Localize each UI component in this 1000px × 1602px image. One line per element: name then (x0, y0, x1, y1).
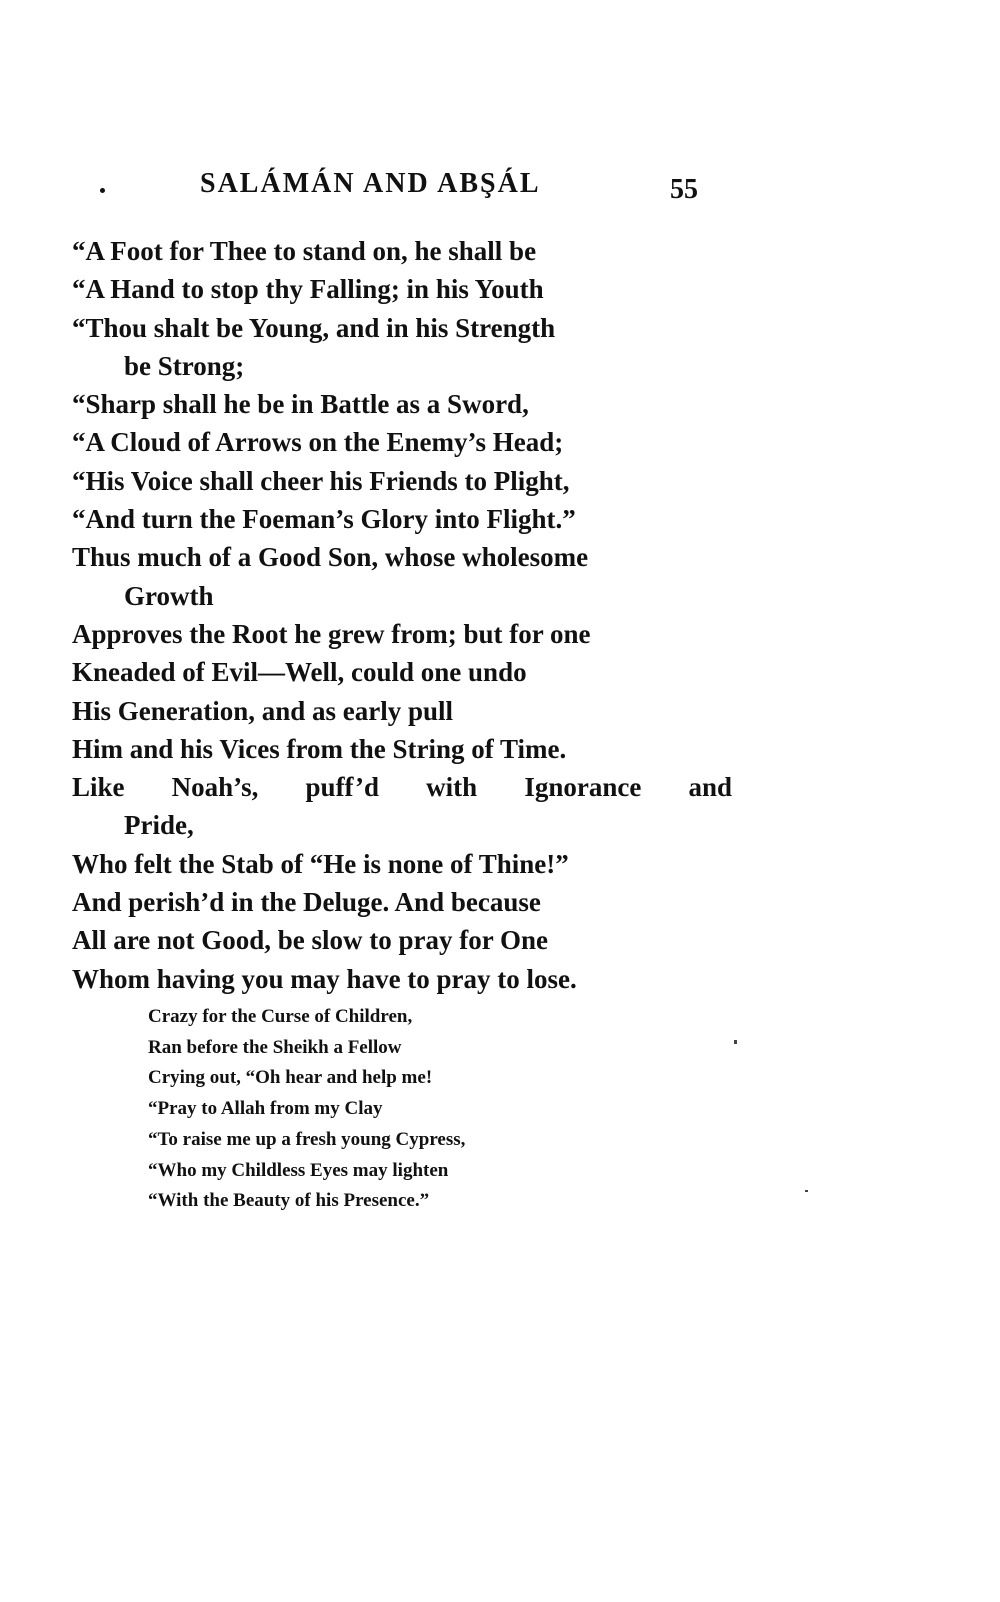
anecdote-line: Crazy for the Curse of Children, (148, 1006, 413, 1027)
verse-line: His Generation, and as early pull (72, 695, 454, 726)
verse-word: and (688, 772, 732, 803)
verse-line: Who felt the Stab of “He is none of Thine!” (72, 848, 569, 879)
verse-line: “And turn the Foeman’s Glory into Flight.” (72, 504, 576, 535)
verse-line-continuation: be Strong; (124, 350, 245, 381)
verse-line: Kneaded of Evil—Well, could one undo (72, 657, 527, 688)
verse-word: puff’d (305, 772, 380, 803)
ink-speck (805, 1190, 808, 1192)
anecdote-verse (148, 1002, 465, 1217)
anecdote-line: “To raise me up a fresh young Cypress, (148, 1128, 466, 1150)
running-head (70, 168, 730, 208)
verse-word: Ignorance (524, 772, 642, 803)
verse-line: “A Cloud of Arrows on the Enemy’s Head; (72, 427, 564, 458)
anecdote-line: “Pray to Allah from my Clay (148, 1098, 383, 1120)
verse-line: And perish’d in the Deluge. And because (72, 887, 541, 918)
anecdote-line: Ran before the Sheikh a Fellow (148, 1036, 402, 1058)
verse-word: with (426, 772, 478, 803)
verse-word: Like (72, 772, 125, 803)
verse-line: “A Hand to stop thy Falling; in his Youth (72, 274, 544, 305)
ink-speck (734, 1040, 737, 1044)
verse-line-continuation: Growth (124, 580, 214, 611)
verse-line: Whom having you may have to pray to lose. (72, 963, 577, 994)
running-head-title: SALÁMÁN AND ABŞÁL (200, 168, 541, 199)
verse-line-continuation: Pride, (124, 810, 194, 841)
verse-line: Thus much of a Good Son, whose wholesome (72, 542, 589, 573)
verse-line: “His Voice shall cheer his Friends to Plight, (72, 465, 570, 496)
anecdote-line: “With the Beauty of his Presence.” (148, 1190, 430, 1212)
verse-line: “Thou shalt be Young, and in his Strength (72, 312, 556, 343)
verse-line: Approves the Root he grew from; but for one (72, 618, 591, 649)
printer-dot (100, 188, 105, 193)
main-verse (72, 232, 732, 998)
verse-line: “Sharp shall he be in Battle as a Sword, (72, 389, 529, 420)
verse-line: All are not Good, be slow to pray for One (72, 925, 548, 956)
page-number: 55 (670, 174, 698, 205)
verse-line: Him and his Vices from the String of Time. (72, 733, 567, 764)
anecdote-line: “Who my Childless Eyes may lighten (148, 1159, 449, 1181)
anecdote-line: Crying out, “Oh hear and help me! (148, 1067, 433, 1089)
verse-line: “A Foot for Thee to stand on, he shall be (72, 236, 537, 266)
verse-line-justified (72, 768, 732, 806)
verse-word: Noah’s, (171, 772, 259, 803)
